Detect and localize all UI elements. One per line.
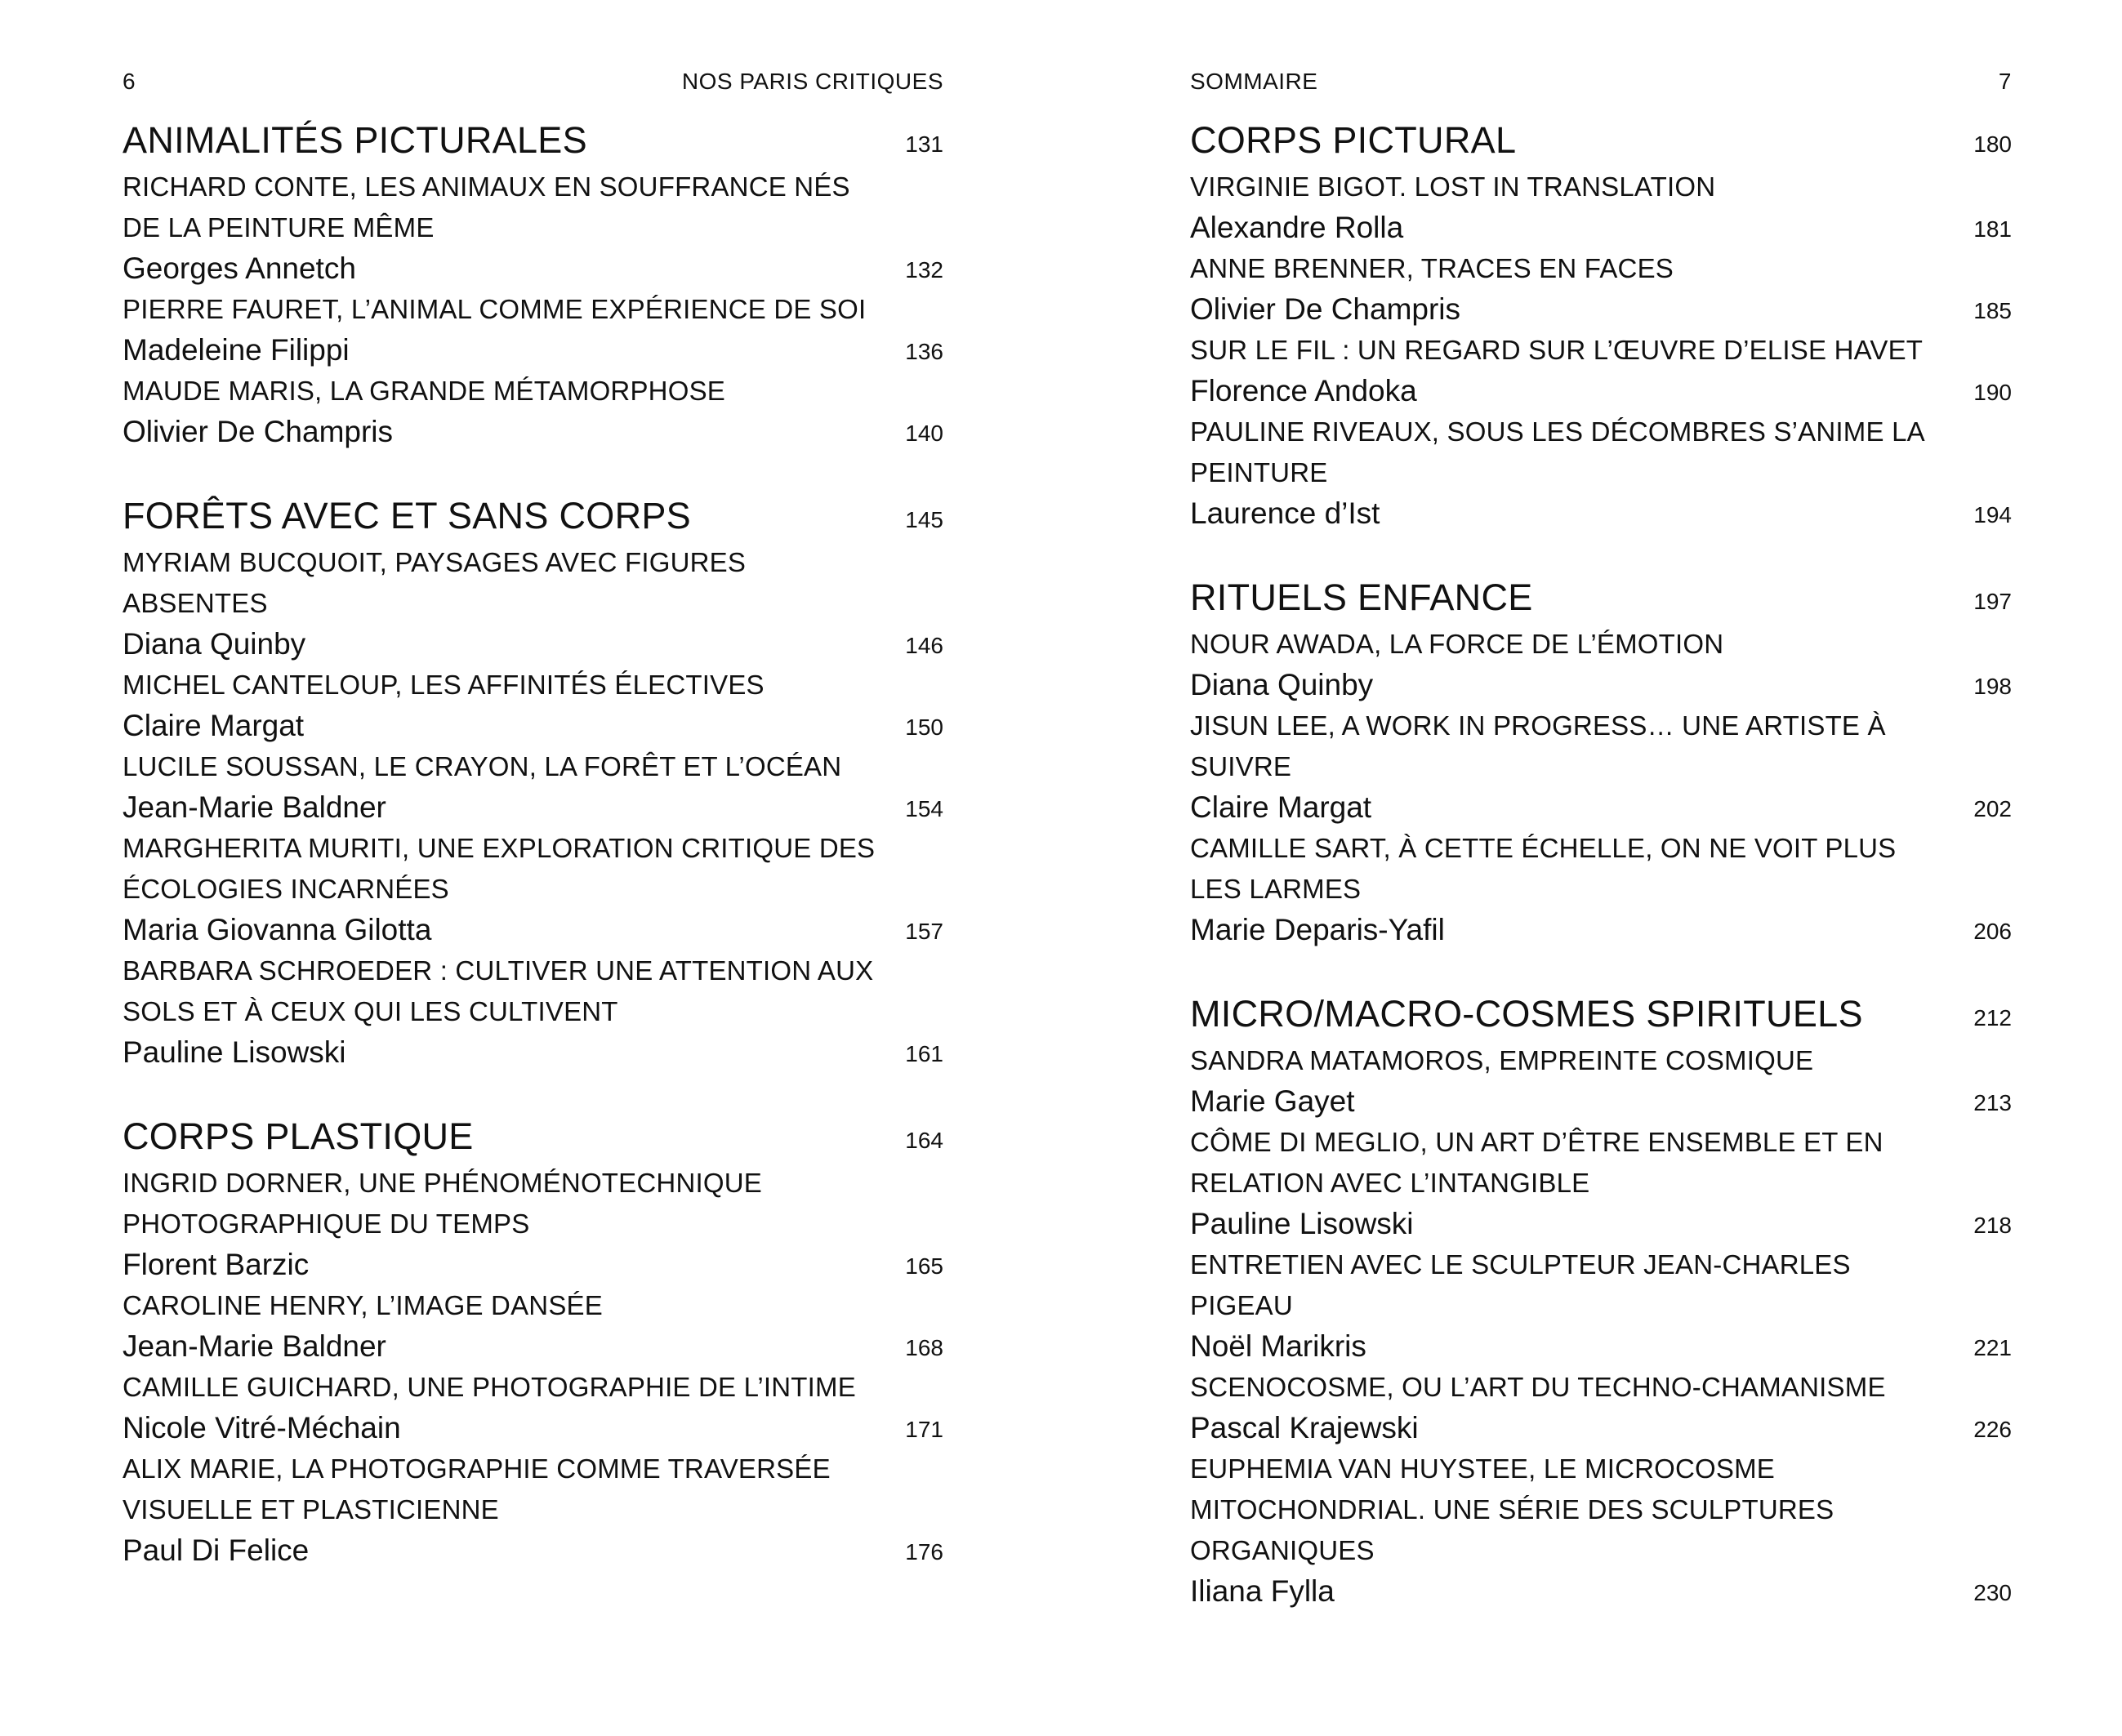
entry-author: Olivier De Champris (1190, 292, 1461, 326)
entry-title: ENTRETIEN AVEC LE SCULPTEUR JEAN-CHARLES PIGEAU (1190, 1249, 1851, 1320)
section-title: FORÊTS AVEC ET SANS CORPS (123, 495, 691, 536)
entry-author: Marie Gayet (1190, 1084, 1355, 1118)
toc-left (123, 114, 943, 1571)
entry-author-row (1190, 1408, 2012, 1449)
toc-entry (1190, 1244, 2012, 1367)
toc-entry (123, 167, 943, 289)
entry-author-row (123, 1408, 943, 1449)
toc-section (1190, 114, 2012, 534)
entry-author: Marie Deparis-Yafil (1190, 913, 1445, 946)
entry-page-number: 181 (1973, 216, 2012, 242)
entry-author-row (123, 412, 943, 452)
toc-entry (123, 289, 943, 371)
entry-author-row (123, 1326, 943, 1367)
entry-author: Jean-Marie Baldner (123, 1329, 386, 1363)
section-page-number: 212 (1973, 1005, 2012, 1030)
entry-author: Claire Margat (123, 709, 305, 742)
toc-right (1190, 114, 2012, 1612)
toc-entry (1190, 1040, 2012, 1122)
section-page-number: 131 (905, 131, 943, 157)
entry-author-row (123, 706, 943, 746)
entry-title: PAULINE RIVEAUX, SOUS LES DÉCOMBRES S’ANIME LA PEINTURE (1190, 416, 1924, 487)
toc-entry (1190, 1122, 2012, 1244)
toc-entry (1190, 248, 2012, 330)
toc-section (1190, 988, 2012, 1612)
section-page-number: 197 (1973, 589, 2012, 614)
entry-author-row (1190, 910, 2012, 950)
entry-page-number: 146 (905, 633, 943, 658)
toc-entry (1190, 412, 2012, 534)
entry-page-number: 132 (905, 257, 943, 283)
toc-entry (123, 746, 943, 828)
entry-author: Nicole Vitré-Méchain (123, 1411, 401, 1444)
entry-author-row (1190, 207, 2012, 248)
toc-entry (1190, 330, 2012, 412)
entry-author: Paul Di Felice (123, 1533, 310, 1567)
entry-page-number: 190 (1973, 380, 2012, 405)
entry-author: Pascal Krajewski (1190, 1411, 1419, 1444)
entry-title: PIERRE FAURET, L’ANIMAL COMME EXPÉRIENCE DE SOI (123, 294, 867, 324)
toc-entry (1190, 1367, 2012, 1449)
entry-title: SUR LE FIL : UN REGARD SUR L’ŒUVRE D’ELISE HAVET (1190, 335, 1924, 365)
entry-title: LUCILE SOUSSAN, LE CRAYON, LA FORÊT ET L’OCÉAN (123, 751, 842, 781)
section-title: RITUELS ENFANCE (1190, 576, 1533, 618)
entry-page-number: 226 (1973, 1417, 2012, 1442)
entry-page-number: 221 (1973, 1335, 2012, 1360)
running-head-left (123, 69, 943, 101)
entry-author: Laurence d’Ist (1190, 496, 1380, 530)
entry-author: Georges Annetch (123, 251, 356, 285)
toc-section (123, 114, 943, 452)
folio-left: 6 (123, 69, 136, 94)
entry-author: Florence Andoka (1190, 374, 1417, 407)
entry-author-row (1190, 493, 2012, 534)
entry-author-row (1190, 1204, 2012, 1244)
toc-entry (1190, 167, 2012, 248)
entry-page-number: 206 (1973, 919, 2012, 944)
entry-title: JISUN LEE, A WORK IN PROGRESS… UNE ARTISTE À SUIVRE (1190, 710, 1886, 781)
entry-title: MYRIAM BUCQUOIT, PAYSAGES AVEC FIGURES ABSENTES (123, 547, 747, 618)
entry-page-number: 202 (1973, 796, 2012, 821)
section-heading (123, 1111, 943, 1163)
running-title-left: NOS PARIS CRITIQUES (681, 69, 943, 94)
entry-page-number: 218 (1973, 1213, 2012, 1238)
toc-section (123, 1111, 943, 1571)
toc-section (123, 490, 943, 1073)
entry-title: CAMILLE GUICHARD, UNE PHOTOGRAPHIE DE L’INTIME (123, 1372, 856, 1402)
toc-entry (123, 542, 943, 665)
entry-page-number: 157 (905, 919, 943, 944)
entry-author: Maria Giovanna Gilotta (123, 913, 432, 946)
toc-entry (1190, 1449, 2012, 1612)
entry-author-row (123, 624, 943, 665)
entry-title: VIRGINIE BIGOT. LOST IN TRANSLATION (1190, 171, 1716, 202)
entry-title: MICHEL CANTELOUP, LES AFFINITÉS ÉLECTIVES (123, 670, 765, 700)
entry-page-number: 168 (905, 1335, 943, 1360)
entry-page-number: 198 (1973, 674, 2012, 699)
section-title: MICRO/MACRO-COSMES SPIRITUELS (1190, 993, 1863, 1035)
toc-entry (123, 371, 943, 452)
entry-author-row (123, 1032, 943, 1073)
entry-page-number: 171 (905, 1417, 943, 1442)
entry-page-number: 140 (905, 421, 943, 446)
entry-author-row (1190, 665, 2012, 706)
entry-author: Claire Margat (1190, 790, 1372, 824)
toc-section (1190, 572, 2012, 950)
toc-entry (1190, 624, 2012, 706)
entry-author-row (1190, 289, 2012, 330)
entry-title: ALIX MARIE, LA PHOTOGRAPHIE COMME TRAVERSÉE VISUELLE ET PLASTICIENNE (123, 1453, 831, 1525)
entry-title: NOUR AWADA, LA FORCE DE L’ÉMOTION (1190, 629, 1724, 659)
entry-author-row (1190, 371, 2012, 412)
entry-page-number: 194 (1973, 502, 2012, 527)
entry-page-number: 165 (905, 1253, 943, 1279)
entry-author: Diana Quinby (123, 627, 306, 661)
entry-page-number: 161 (905, 1041, 943, 1066)
left-page (123, 0, 943, 1736)
section-title: ANIMALITÉS PICTURALES (123, 119, 587, 161)
entry-title: ANNE BRENNER, TRACES EN FACES (1190, 253, 1674, 283)
entry-author: Pauline Lisowski (1190, 1207, 1414, 1240)
entry-page-number: 136 (905, 339, 943, 364)
running-head-right (1190, 69, 2012, 101)
entry-author: Jean-Marie Baldner (123, 790, 386, 824)
entry-page-number: 230 (1973, 1580, 2012, 1605)
toc-entry (123, 1163, 943, 1285)
right-page (1190, 0, 2012, 1736)
toc-entry (123, 950, 943, 1073)
entry-author-row (1190, 1081, 2012, 1122)
toc-entry (123, 665, 943, 746)
entry-title: CAMILLE SART, À CETTE ÉCHELLE, ON NE VOIT PLUS LES LARMES (1190, 833, 1897, 904)
entry-author-row (123, 330, 943, 371)
entry-author: Florent Barzic (123, 1248, 310, 1281)
entry-author-row (123, 910, 943, 950)
entry-title: MAUDE MARIS, LA GRANDE MÉTAMORPHOSE (123, 376, 725, 406)
entry-page-number: 154 (905, 796, 943, 821)
folio-right: 7 (1998, 69, 2012, 94)
entry-author-row (123, 787, 943, 828)
section-page-number: 180 (1973, 131, 2012, 157)
entry-author: Olivier De Champris (123, 415, 394, 448)
entry-author: Alexandre Rolla (1190, 211, 1404, 244)
running-title-right: SOMMAIRE (1190, 69, 1318, 94)
toc-entry (123, 1285, 943, 1367)
entry-author: Diana Quinby (1190, 668, 1374, 701)
section-heading (123, 114, 943, 167)
entry-page-number: 185 (1973, 298, 2012, 323)
entry-author: Madeleine Filippi (123, 333, 350, 367)
entry-author-row (123, 1530, 943, 1571)
section-heading (123, 490, 943, 542)
entry-title: MARGHERITA MURITI, UNE EXPLORATION CRITIQUE DES ÉCOLOGIES INCARNÉES (123, 833, 876, 904)
toc-entry (123, 828, 943, 950)
entry-author-row (1190, 1326, 2012, 1367)
entry-title: CÔME DI MEGLIO, UN ART D’ÊTRE ENSEMBLE ET EN RELATION AVEC L’INTANGIBLE (1190, 1127, 1883, 1198)
section-heading (1190, 988, 2012, 1040)
toc-entry (123, 1367, 943, 1449)
entry-page-number: 213 (1973, 1090, 2012, 1115)
entry-author: Noël Marikris (1190, 1329, 1366, 1363)
entry-title: INGRID DORNER, UNE PHÉNOMÉNOTECHNIQUE PHOTOGRAPHIQUE DU TEMPS (123, 1168, 762, 1239)
toc-entry (123, 1449, 943, 1571)
entry-author: Pauline Lisowski (123, 1035, 346, 1069)
section-heading (1190, 114, 2012, 167)
section-title: CORPS PLASTIQUE (123, 1115, 474, 1157)
section-title: CORPS PICTURAL (1190, 119, 1517, 161)
entry-author: Iliana Fylla (1190, 1574, 1335, 1608)
toc-entry (1190, 706, 2012, 828)
entry-page-number: 150 (905, 714, 943, 740)
entry-title: SCENOCOSME, OU L’ART DU TECHNO-CHAMANISME (1190, 1372, 1886, 1402)
toc-entry (1190, 828, 2012, 950)
entry-author-row (1190, 787, 2012, 828)
section-page-number: 164 (905, 1128, 943, 1153)
entry-title: EUPHEMIA VAN HUYSTEE, LE MICROCOSME MITOCHONDRIAL. UNE SÉRIE DES SCULPTURES ORGANIQUES (1190, 1453, 1834, 1565)
entry-page-number: 176 (905, 1539, 943, 1565)
section-page-number: 145 (905, 507, 943, 532)
entry-title: SANDRA MATAMOROS, EMPREINTE COSMIQUE (1190, 1045, 1814, 1075)
entry-author-row (1190, 1571, 2012, 1612)
entry-title: BARBARA SCHROEDER : CULTIVER UNE ATTENTION AUX SOLS ET À CEUX QUI LES CULTIVENT (123, 955, 874, 1026)
entry-author-row (123, 248, 943, 289)
entry-author-row (123, 1244, 943, 1285)
entry-title: RICHARD CONTE, LES ANIMAUX EN SOUFFRANCE NÉS DE LA PEINTURE MÊME (123, 171, 850, 243)
entry-title: CAROLINE HENRY, L’IMAGE DANSÉE (123, 1290, 603, 1320)
section-heading (1190, 572, 2012, 624)
